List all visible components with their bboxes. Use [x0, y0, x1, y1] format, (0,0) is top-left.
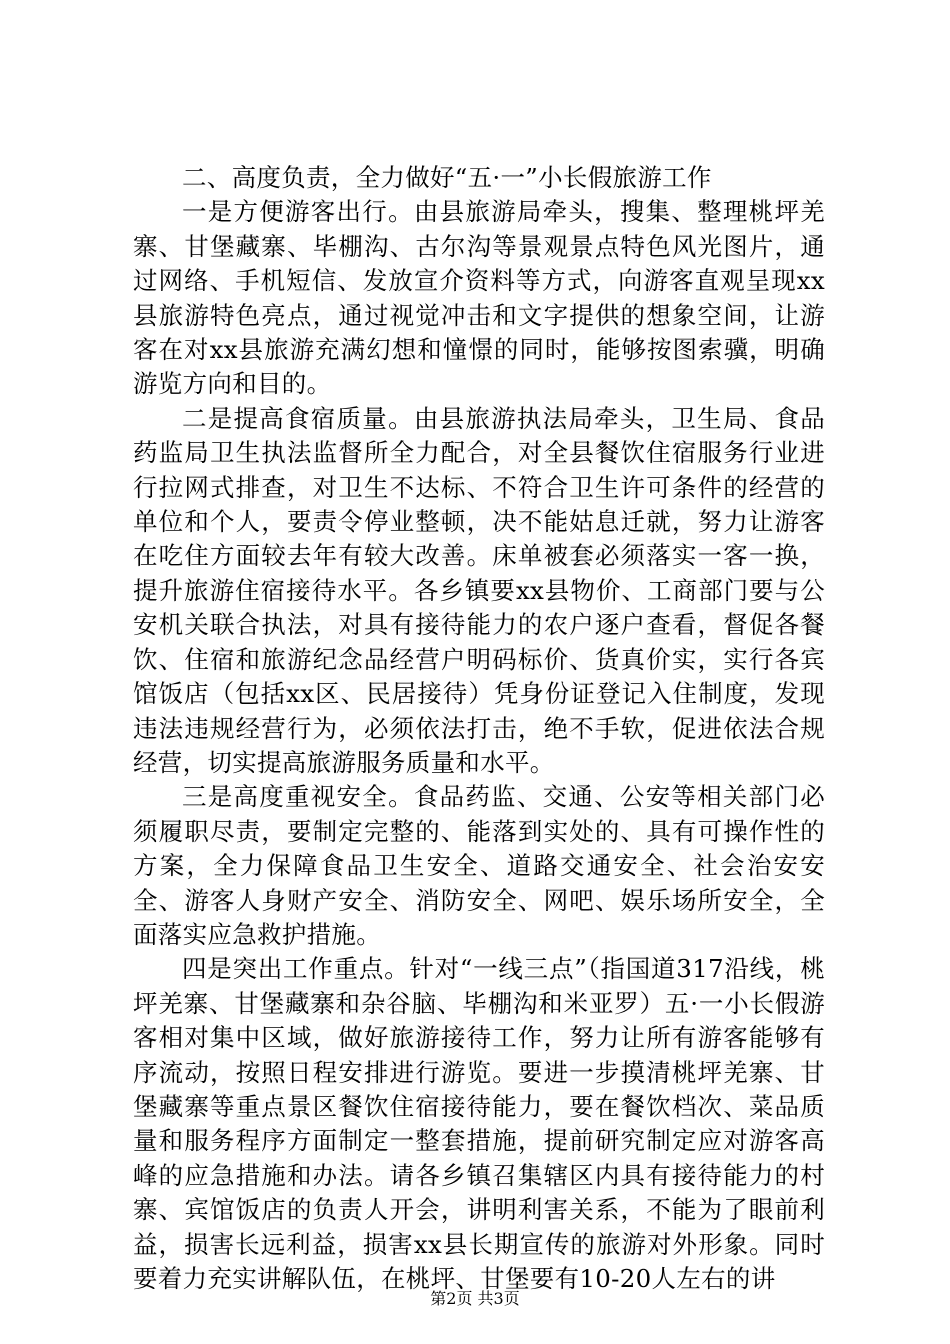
paragraph-safety: 三是高度重视安全。食品药监、交通、公安等相关部门必须履职尽责，要制定完整的、能落到实处的、具有可操作性的方案，全力保障食品卫生安全、道路交通安全、社会治安安全、游客人身财产安全、消防安全、网吧、娱乐场所安全，全面落实应急救护措施。: [133, 782, 825, 949]
page-footer: 第2页 共3页: [430, 1289, 520, 1308]
paragraph-food-lodging: 二是提高食宿质量。由县旅游执法局牵头，卫生局、食品药监局卫生执法监督所全力配合，对全县餐饮住宿服务行业进行拉网式排查，对卫生不达标、不符合卫生许可条件的经营的单位和个人，要责令停业整顿，决不能姑息迁就，努力让游客在吃住方面较去年有较大改善。床单被套必须落实一客一换，提升旅游住宿接待水平。各乡镇要xx县物价、工商部门要与公安机关联合执法，对具有接待能力的农户逐户查看，督促各餐饮、住宿和旅游纪念品经营户明码标价、货真价实，实行各宾馆饭店（包括xx区、民居接待）凭身份证登记入住制度，发现违法违规经营行为，必须依法打击，绝不手软，促进依法合规经营，切实提高旅游服务质量和水平。: [133, 403, 825, 777]
paragraph-key-work: 四是突出工作重点。针对“一线三点”（指国道317沿线，桃坪羌寨、甘堡藏寨和杂谷脑、毕棚沟和米亚罗）五·一小长假游客相对集中区域，做好旅游接待工作，努力让所有游客能够有序流动，按照日程安排进行游览。要进一步摸清桃坪羌寨、甘堡藏寨等重点景区餐饮住宿接待能力，要在餐饮档次、菜品质量和服务程序方面制定一整套措施，提前研究制定应对游客高峰的应急措施和办法。请各乡镇召集辖区内具有接待能力的村寨、宾馆饭店的负责人开会，讲明利害关系，不能为了眼前利益，损害长远利益，损害xx县长期宣传的旅游对外形象。同时要着力充实讲解队伍，在桃坪、甘堡要有10-20人左右的讲: [133, 954, 825, 1293]
section-heading: 二、高度负责，全力做好“五·一”小长假旅游工作: [182, 163, 712, 192]
document-body: [133, 161, 825, 1296]
paragraph-travel-convenience: 一是方便游客出行。由县旅游局牵头，搜集、整理桃坪羌寨、甘堡藏寨、毕棚沟、古尔沟等景观景点特色风光图片，通过网络、手机短信、发放宣介资料等方式，向游客直观呈现xx县旅游特色亮点，通过视觉冲击和文字提供的想象空间，让游客在对xx县旅游充满幻想和憧憬的同时，能够按图索骥，明确游览方向和目的。: [133, 197, 825, 399]
